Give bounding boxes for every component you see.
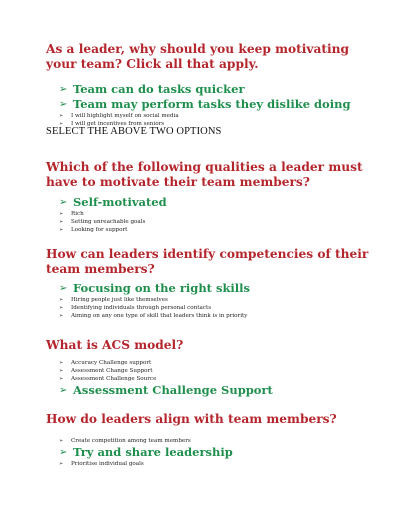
arrow-bullet-icon: ➢: [59, 227, 64, 233]
arrow-bullet-icon: ➢: [59, 283, 68, 294]
answer-option-correct[interactable]: ➢ Assessment Challenge Support: [59, 383, 273, 397]
answer-list: [46, 437, 379, 468]
answer-list: [46, 195, 379, 234]
answer-list: [46, 281, 379, 320]
arrow-bullet-icon: ➢: [59, 197, 68, 208]
question-block-2: [46, 160, 379, 234]
question-block-5: [46, 412, 379, 468]
arrow-bullet-icon: ➢: [59, 447, 68, 458]
question-text: As a leader, why should you keep motivating your team? Click all that apply.: [46, 42, 349, 71]
answer-option[interactable]: ➢ Accuracy Challenge support: [59, 360, 152, 366]
question-text: Which of the following qualities a leader must have to motivate their team members?: [46, 160, 363, 189]
arrow-bullet-icon: ➢: [59, 461, 64, 467]
question-text: How can leaders identify competencies of their team members?: [46, 247, 369, 276]
arrow-bullet-icon: ➢: [59, 360, 64, 366]
answer-option[interactable]: ➢ Prioritise individual goals: [59, 461, 144, 467]
arrow-bullet-icon: ➢: [59, 113, 64, 119]
arrow-bullet-icon: ➢: [59, 297, 64, 303]
question-text: What is ACS model?: [46, 338, 184, 352]
answer-option[interactable]: ➢ Identifying individuals through personal contacts: [59, 305, 212, 311]
answer-option[interactable]: ➢ Setting unreachable goals: [59, 219, 146, 225]
answer-option[interactable]: ➢ Create competition among team members: [59, 438, 191, 444]
arrow-bullet-icon: ➢: [59, 376, 64, 382]
answer-list: [46, 359, 379, 398]
answer-list: [46, 82, 379, 128]
arrow-bullet-icon: ➢: [59, 313, 64, 319]
question-text: How do leaders align with team members?: [46, 412, 337, 426]
question-block-4: [46, 338, 379, 398]
arrow-bullet-icon: ➢: [59, 385, 68, 396]
answer-option[interactable]: ➢ Hiring people just like themselves: [59, 297, 168, 303]
arrow-bullet-icon: ➢: [59, 438, 64, 444]
instruction-note: SELECT THE ABOVE TWO OPTIONS: [46, 126, 222, 137]
arrow-bullet-icon: ➢: [59, 219, 64, 225]
answer-option[interactable]: ➢ Assessment Challenge Source: [59, 376, 157, 382]
arrow-bullet-icon: ➢: [59, 84, 68, 95]
arrow-bullet-icon: ➢: [59, 99, 68, 110]
answer-option-correct[interactable]: ➢ Self-motivated: [59, 195, 167, 209]
question-block-1: [46, 42, 379, 128]
answer-option[interactable]: ➢ I will highlight myself on social media: [59, 113, 179, 119]
answer-option[interactable]: ➢ Looking for support: [59, 227, 128, 233]
answer-option[interactable]: ➢ Assessment Change Support: [59, 368, 153, 374]
arrow-bullet-icon: ➢: [59, 211, 64, 217]
arrow-bullet-icon: ➢: [59, 305, 64, 311]
answer-option[interactable]: ➢ Rich: [59, 211, 84, 217]
arrow-bullet-icon: ➢: [59, 121, 64, 127]
question-block-3: [46, 247, 379, 320]
answer-option-correct[interactable]: ➢ Team can do tasks quicker: [59, 82, 245, 96]
answer-option-correct[interactable]: ➢ Focusing on the right skills: [59, 281, 251, 295]
answer-option[interactable]: ➢ Aiming on any one type of skill that leaders think is in priority: [59, 313, 248, 319]
answer-option-correct[interactable]: ➢ Team may perform tasks they dislike doing: [59, 97, 351, 111]
answer-option-correct[interactable]: ➢ Try and share leadership: [59, 445, 233, 459]
answer-option[interactable]: ➢ I will get incentives from seniors: [59, 121, 165, 127]
arrow-bullet-icon: ➢: [59, 368, 64, 374]
